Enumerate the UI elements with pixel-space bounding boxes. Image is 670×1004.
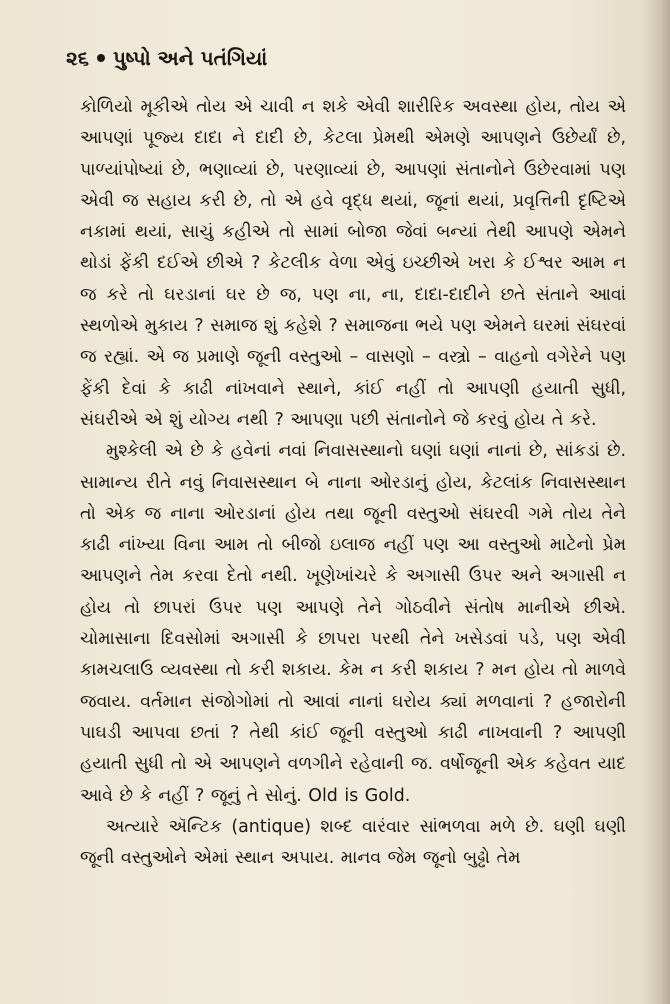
running-header — [66, 40, 626, 76]
paragraph-1: કોળિયો મૂકીએ તોય એ ચાવી ન શકે એવી શારીરિક અવસ્થા હોય, તોય એ આપણાં પૂજ્ય દાદા ને દાદી છે, કેટલા પ્રેમથી એમણે આપણને ઉછેર્યાં છે, પાળ્યાંપોષ્યાં છે, ભણાવ્યાં છે, પરણાવ્યાં છે, આપણાં સંતાનોને ઉછેરવામાં પણ એવી જ સહાય કરી છે, તો એ હવે વૃદ્ધ થયાં, જૂનાં થયાં, પ્રવૃત્તિની દૃષ્ટિએ નકામાં થયાં, સાચું કહીએ તો સામાં બોજા જેવાં બન્યાં તેથી આપણે એમને થોડાં ફેંકી દઈએ છીએ ? કેટલીક વેળા એવું ઇચ્છીએ ખરા કે ઈશ્વર આમ ન જ કરે તો ઘરડાનાં ઘર છે જ, પણ ના, ના, દાદા-દાદીને છતે સંતાને આવાં સ્થળોએ મુકાય ? સમાજ શું કહેશે ? સમાજના ભયે પણ એમને ઘરમાં સંઘરવાં જ રહ્યાં. એ જ પ્રમાણે જૂની વસ્તુઓ – વાસણો – વસ્ત્રો – વાહનો વગેરેને પણ ફેંકી દેવાં કે કાઢી નાંખવાને સ્થાને, કાંઈ નહીં તો આપણી હયાતી સુધી, સંઘરીએ એ શું યોગ્ય નથી ? આપણા પછી સંતાનોને જે કરવું હોય તે કરે. — [80, 97, 626, 430]
page-edge-shadow — [644, 0, 670, 1004]
bullet-icon — [97, 54, 105, 62]
book-title: પુષ્પો અને પતંગિયાં — [112, 46, 268, 70]
paragraph-2: મુશ્કેલી એ છે કે હવેનાં નવાં નિવાસસ્થાનો ઘણાં ઘણાં નાનાં છે, સાંકડાં છે. સામાન્ય રીતે નવું નિવાસસ્થાન બે નાના ઓરડાનું હોય, કેટલાંક નિવાસસ્થાન તો એક જ નાના ઓરડાનાં હોય તથા જૂની વસ્તુઓ સંઘરવી ગમે તોય તેને કાઢી નાંખ્યા વિના આમ તો બીજો ઇલાજ નહીં પણ આ વસ્તુઓ માટેનો પ્રેમ આપણને તેમ કરવા દેતો નથી. ખૂણેખાંચરે કે અગાસી ઉપર અને અગાસી ન હોય તો છાપરાં ઉપર પણ આપણે તેને ગોઠવીને સંતોષ માનીએ છીએ. ચોમાસાના દિવસોમાં અગાસી કે છાપરા પરથી તેને ખસેડવાં પડે, પણ એવી કામચલાઉ વ્યવસ્થા તો કરી શકાય. કેમ ન કરી શકાય ? મન હોય તો માળવે જવાય. વર્તમાન સંજોગોમાં તો આવાં નાનાં ઘરોય ક્યાં મળવાનાં ? હજારોની પાઘડી આપવા છતાં ? તેથી કાંઈ જૂની વસ્તુઓ કાઢી નાખવાની ? આપણી હયાતી સુધી તો એ આપણને વળગીને રહેવાની જ. વર્ષોજૂની એક કહેવત યાદ આવે છે કે નહીં ? જૂનું તે સોનું. Old is Gold. — [80, 441, 626, 806]
body-text — [80, 92, 626, 874]
page-number: ૨૬ — [66, 46, 89, 70]
paragraph-3: અત્યારે ઍન્ટિક (antique) શબ્દ વારંવાર સાંભળવા મળે છે. ઘણી ઘણી જૂની વસ્તુઓને એમાં સ્થાન અપાય. માનવ જેમ જૂનો બુઢ્ઢો તેમ — [80, 816, 626, 869]
